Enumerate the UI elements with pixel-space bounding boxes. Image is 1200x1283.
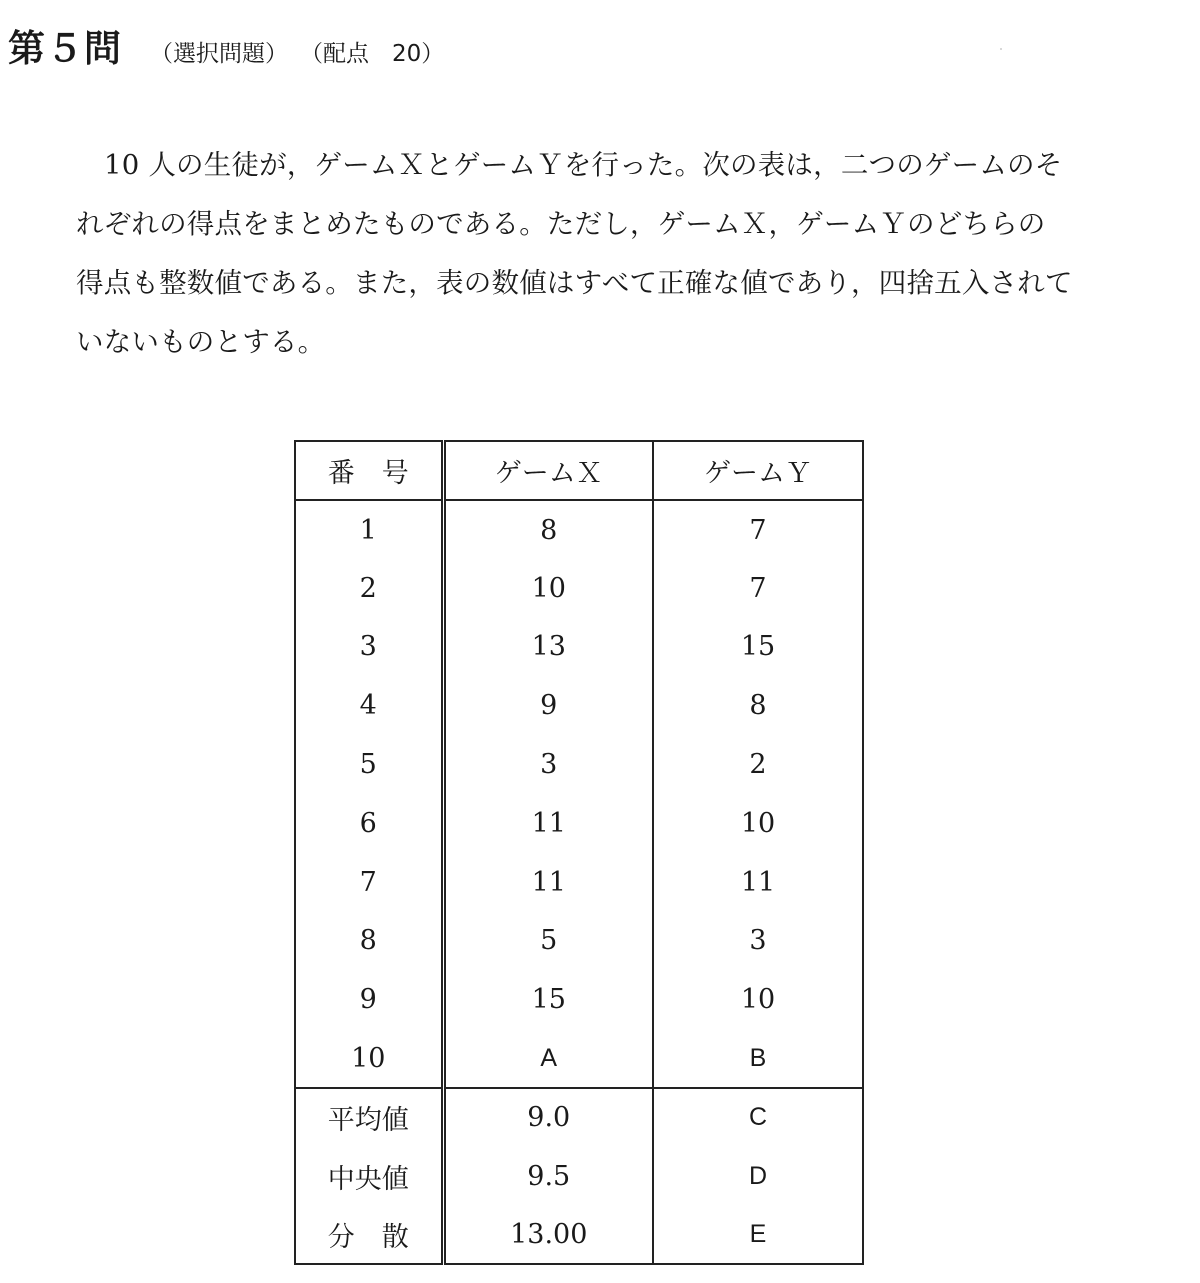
header-game-x: ゲームＸ	[443, 441, 653, 500]
score-y: 10	[653, 794, 863, 853]
stat-label: 分 散	[295, 1206, 443, 1265]
student-number: 7	[295, 853, 443, 912]
student-number: 9	[295, 970, 443, 1029]
table-row	[295, 912, 863, 971]
score-y: 3	[653, 912, 863, 971]
score-table	[294, 440, 864, 1265]
stat-value-x: 9.5	[443, 1147, 653, 1206]
stat-row-variance	[295, 1206, 863, 1265]
table-row	[295, 618, 863, 677]
score-y: 8	[653, 676, 863, 735]
stat-label: 平均値	[295, 1088, 443, 1147]
score-x: 8	[443, 500, 653, 559]
table-row	[295, 1029, 863, 1088]
score-y: 7	[653, 559, 863, 618]
student-number: 8	[295, 912, 443, 971]
selection-note: （選択問題）	[150, 41, 288, 67]
stat-value-x: 9.0	[443, 1088, 653, 1147]
score-y: 11	[653, 853, 863, 912]
stat-label: 中央値	[295, 1147, 443, 1206]
stat-value-y: C	[653, 1088, 863, 1147]
unknown-score-x: A	[443, 1029, 653, 1088]
student-number: 4	[295, 676, 443, 735]
problem-title: 第５問	[8, 27, 122, 70]
student-number: 3	[295, 618, 443, 677]
table-header-row	[295, 441, 863, 500]
scan-speck	[1000, 48, 1002, 50]
student-number: 2	[295, 559, 443, 618]
score-x: 11	[443, 853, 653, 912]
stat-row-median	[295, 1147, 863, 1206]
table-row	[295, 794, 863, 853]
score-y: 15	[653, 618, 863, 677]
statement-line: いないものとする。	[76, 326, 326, 358]
header-game-y: ゲームＹ	[653, 441, 863, 500]
statement-line: れぞれの得点をまとめたものである。ただし，ゲームＸ，ゲームＹのどちらの	[76, 208, 1046, 240]
statement-line: 10 人の生徒が，ゲームＸとゲームＹを行った。次の表は，二つのゲームのそ	[104, 149, 1063, 181]
problem-heading	[8, 18, 444, 68]
header-number: 番 号	[295, 441, 443, 500]
score-y: 2	[653, 735, 863, 794]
table-row	[295, 500, 863, 559]
student-number: 6	[295, 794, 443, 853]
score-x: 13	[443, 618, 653, 677]
table-row	[295, 559, 863, 618]
student-number: 1	[295, 500, 443, 559]
stat-row-mean	[295, 1088, 863, 1147]
points-note: （配点 20）	[300, 41, 445, 67]
problem-statement	[76, 136, 1148, 372]
stat-value-x: 13.00	[443, 1206, 653, 1265]
statement-line: 得点も整数値である。また，表の数値はすべて正確な値であり，四捨五入されて	[76, 267, 1073, 299]
stat-value-y: D	[653, 1147, 863, 1206]
score-x: 9	[443, 676, 653, 735]
stat-value-y: E	[653, 1206, 863, 1265]
score-x: 5	[443, 912, 653, 971]
table-row	[295, 735, 863, 794]
score-y: 7	[653, 500, 863, 559]
table-row	[295, 676, 863, 735]
score-x: 3	[443, 735, 653, 794]
unknown-score-y: B	[653, 1029, 863, 1088]
score-y: 10	[653, 970, 863, 1029]
table-row	[295, 853, 863, 912]
score-x: 10	[443, 559, 653, 618]
score-x: 11	[443, 794, 653, 853]
table-row	[295, 970, 863, 1029]
score-x: 15	[443, 970, 653, 1029]
student-number: 5	[295, 735, 443, 794]
student-number: 10	[295, 1029, 443, 1088]
